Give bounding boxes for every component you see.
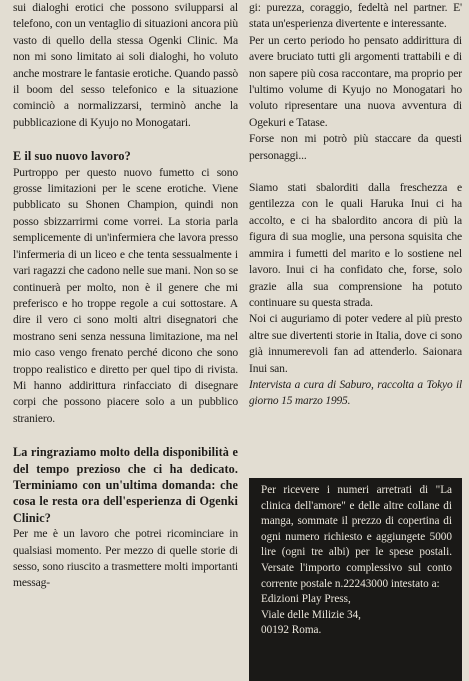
spacer [249, 164, 462, 180]
paragraph [13, 526, 238, 592]
paragraph-text: Purtroppo per questo nuovo fumetto ci sono grosse limitazioni per le scene erotiche. Viene pubblicato su Shonen Champion, quindi non posso sbizzarrirmi come vorrei. La storia parla semplicemente di un'infermiera che lavora presso l'infermeria di un liceo e che tenta sessualmente i vari ragazzi che cadono nelle sue mani. Non so se continuerà per molto, non è il genere che mi preferisco e ho troppe regole a cui sottostare. A dire il vero ci sono molti altri disegnatori che mostrano seni senza nessuna limitazione, ma nel mio caso vengo frenato perché dicono che sono troppo realistico e diretto per quel tipo di rivista. Mi hanno addirittura rinfacciato di disegnare corpi che possono piacere solo a un pubblico straniero. [13, 165, 238, 425]
question-heading: E il suo nuovo lavoro? [13, 149, 131, 164]
paragraph-text: Per me è un lavoro che potrei ricominciare in qualsiasi momento. Per mezzo di quelle storie di sesso, sono riuscito a trasmettere molti importanti messag- [13, 527, 238, 590]
paragraph: Noi ci auguriamo di poter vedere al più presto altre sue divertenti storie in Italia, dove ci sono già innumerevoli fan ad attenderlo. Saionara Inui san. [249, 312, 462, 375]
paragraph-text: sui dialoghi erotici che possono svilupparsi al telefono, con un ventaglio di situazioni ancora più vasto di quello della stessa Ogenki Clinic. Ma non mi sono limitato ai soli dialoghi, ho voluto anche mostrare le fantasie erotiche. Quando passò il boom del sesso telefonico e la situazione cominciò a normalizzarsi, terminò anche la pubblicazione di Kyujo no Monogatari. [13, 1, 238, 129]
back-issues-text: Per ricevere i numeri arretrati di "La clinica dell'amore" e delle altre collane di manga, sommate il prezzo di copertina di ogni numero richiesto e aggiungete 5000 lire (ogni tre albi) per le spese postali. Versate l'importo complessivo sul conto corrente postale n.22243000 intestato a: [261, 484, 452, 590]
paragraph: Forse non mi potrò più staccare da questi personaggi... [249, 132, 462, 162]
question-heading: La ringraziamo molto della disponibilità e del tempo prezioso che ci ha dedicato. Terminiamo con un'ultima domanda: che cosa le resta ora dell'esperienza di Ogenki Clinic? [13, 445, 238, 525]
paragraph: Per un certo periodo ho pensato addirittura di avere bruciato tutti gli argomenti trattabili e di non sapere più cosa raccontare, ma proprio per l'ultimo volume di Kyujo no Monogatari ho voluto ripresentare una nuova avventura di Ogekuri e Tatase. [249, 33, 462, 129]
left-column [13, 0, 238, 592]
spacer [13, 131, 238, 148]
address-line: 00192 Roma. [261, 624, 322, 637]
paragraph: Siamo stati sbalorditi dalla freschezza e gentilezza con le quali Haruka Inui ci ha accolto, e ci ha sbalordito ancora di più la figura di sua moglie, una persona squisita che ammira i fumetti del marito e lo sostiene nel lavoro. Inui ci ha confidato che, forse, solo grazie alla sua comprensione ha potuto continuare su questa strada. [249, 181, 462, 309]
right-column [249, 0, 462, 410]
paragraph: gi: purezza, coraggio, fedeltà nel partner. E' stata un'esperienza divertente e interessante. [249, 1, 462, 31]
address-line: Viale delle Milizie 34, [261, 608, 361, 621]
back-issues-box [249, 478, 462, 681]
address-line: Edizioni Play Press, [261, 593, 351, 606]
paragraph [13, 0, 238, 131]
spacer [13, 427, 238, 444]
interview-credit: Intervista a cura di Saburo, raccolta a Tokyo il giorno 15 marzo 1995. [249, 378, 462, 408]
paragraph [13, 165, 238, 428]
